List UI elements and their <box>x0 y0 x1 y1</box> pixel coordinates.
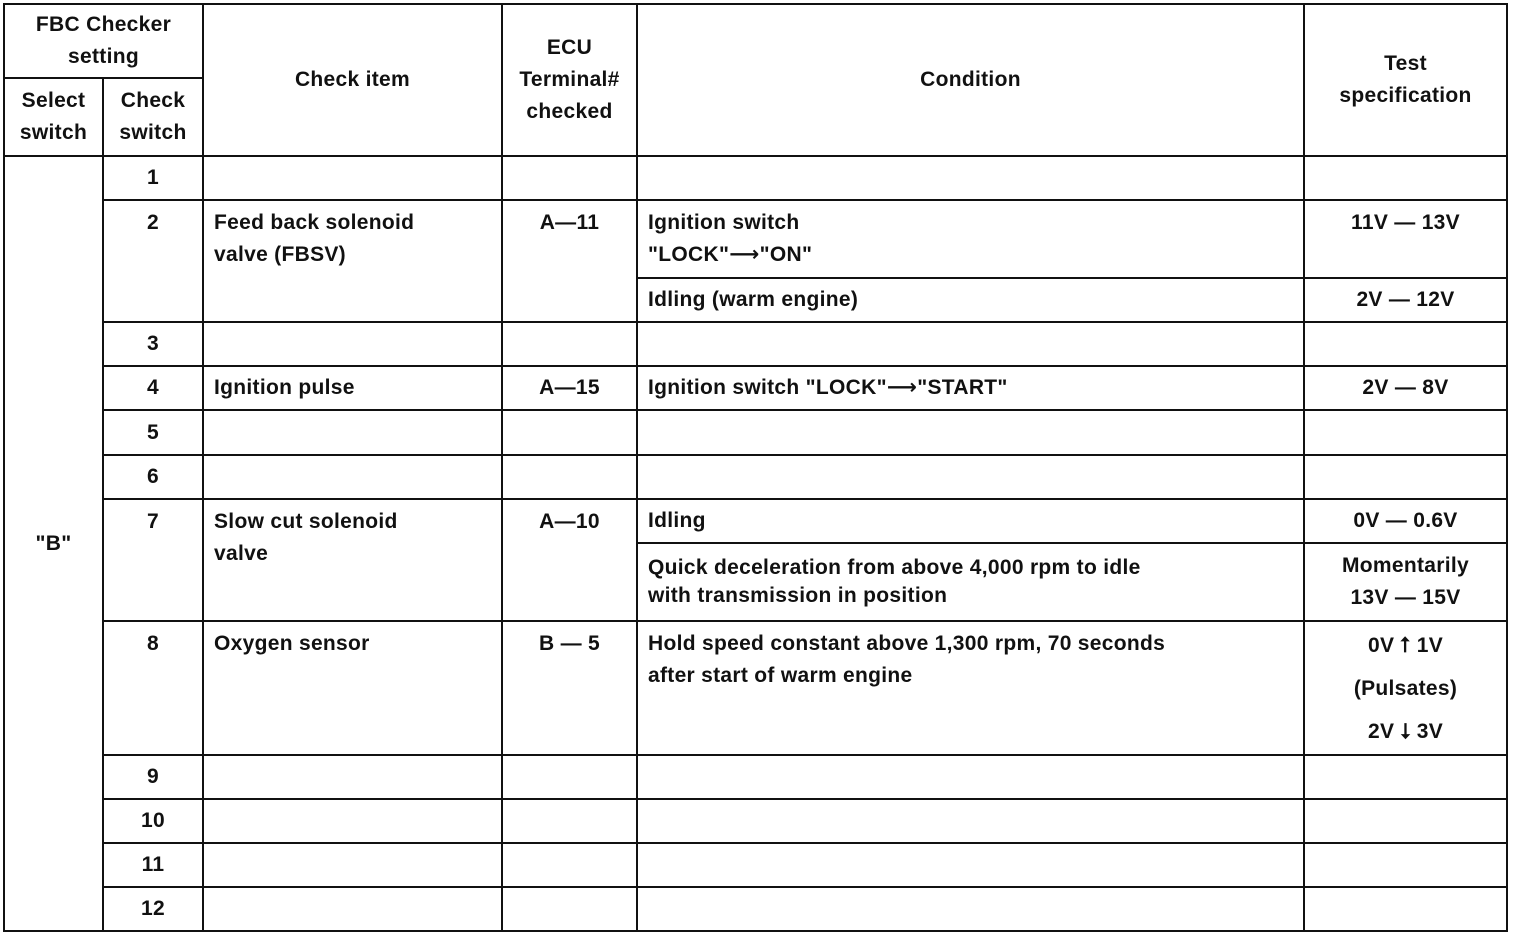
fbc-check-table-container <box>3 3 1508 932</box>
check-switch-number: 2 <box>103 200 203 322</box>
select-switch-value: "B" <box>4 156 103 931</box>
condition-line: Ignition switch <box>648 211 800 234</box>
table-row <box>4 200 1507 278</box>
header-test-specification: Test specification <box>1304 4 1507 156</box>
test-specification: 11V — 13V <box>1304 200 1507 278</box>
condition-line: "LOCK"⟶"ON" <box>648 243 813 266</box>
header-condition: Condition <box>637 4 1304 156</box>
check-switch-number: 5 <box>103 410 203 455</box>
ecu-terminal: A—11 <box>502 200 637 322</box>
table-row <box>4 621 1507 755</box>
empty-cell <box>1304 156 1507 200</box>
spec-line: Momentarily <box>1342 554 1469 577</box>
empty-cell <box>502 843 637 887</box>
test-specification: 0V — 0.6V <box>1304 499 1507 543</box>
header-fbc-checker-setting: FBC Checker setting <box>4 4 203 78</box>
condition <box>637 621 1304 755</box>
empty-cell <box>203 455 502 499</box>
check-switch-number: 6 <box>103 455 203 499</box>
empty-cell <box>502 887 637 931</box>
empty-cell <box>203 322 502 366</box>
ecu-terminal: A—10 <box>502 499 637 621</box>
empty-cell <box>502 322 637 366</box>
header-check-item: Check item <box>203 4 502 156</box>
empty-cell <box>1304 887 1507 931</box>
empty-cell <box>637 887 1304 931</box>
ecu-terminal: B — 5 <box>502 621 637 755</box>
table-row <box>4 322 1507 366</box>
empty-cell <box>1304 799 1507 843</box>
header-check-switch: Check switch <box>103 78 203 156</box>
table-row <box>4 499 1507 543</box>
check-switch-number: 10 <box>103 799 203 843</box>
empty-cell <box>637 410 1304 455</box>
fbc-check-table <box>3 3 1508 932</box>
check-item: Oxygen sensor <box>203 621 502 755</box>
condition: Idling (warm engine) <box>637 278 1304 322</box>
spec-line: (Pulsates) <box>1353 676 1458 700</box>
condition: Idling <box>637 499 1304 543</box>
check-item: Ignition pulse <box>203 366 502 410</box>
empty-cell <box>1304 410 1507 455</box>
empty-cell <box>1304 755 1507 799</box>
check-switch-number: 3 <box>103 322 203 366</box>
empty-cell <box>502 755 637 799</box>
empty-cell <box>637 455 1304 499</box>
test-specification <box>1304 543 1507 621</box>
condition-line: after start of warm engine <box>648 664 913 687</box>
empty-cell <box>1304 455 1507 499</box>
empty-cell <box>637 799 1304 843</box>
empty-cell <box>203 156 502 200</box>
empty-cell <box>502 156 637 200</box>
table-row <box>4 410 1507 455</box>
header-select-switch: Select switch <box>4 78 103 156</box>
empty-cell <box>637 322 1304 366</box>
spec-line: 0V ⭡ 1V <box>1367 633 1443 657</box>
header-ecu-terminal: ECU Terminal# checked <box>502 4 637 156</box>
check-item: Slow cut solenoid valve <box>203 499 502 621</box>
empty-cell <box>1304 843 1507 887</box>
empty-cell <box>1304 322 1507 366</box>
empty-cell <box>203 799 502 843</box>
condition-line: with transmission in position <box>648 584 948 607</box>
table-row <box>4 887 1507 931</box>
check-switch-number: 11 <box>103 843 203 887</box>
empty-cell <box>502 799 637 843</box>
test-specification: 2V — 12V <box>1304 278 1507 322</box>
spec-line: 13V — 15V <box>1350 586 1461 609</box>
empty-cell <box>502 410 637 455</box>
check-switch-number: 4 <box>103 366 203 410</box>
spec-line: 2V ⭣ 3V <box>1367 719 1443 743</box>
condition-line: Hold speed constant above 1,300 rpm, 70 seconds <box>648 632 1166 655</box>
table-row <box>4 366 1507 410</box>
table-row <box>4 843 1507 887</box>
empty-cell <box>637 156 1304 200</box>
table-row <box>4 755 1507 799</box>
check-switch-number: 9 <box>103 755 203 799</box>
table-row <box>4 455 1507 499</box>
test-specification <box>1304 621 1507 755</box>
check-switch-number: 8 <box>103 621 203 755</box>
check-switch-number: 1 <box>103 156 203 200</box>
empty-cell <box>637 755 1304 799</box>
table-row <box>4 799 1507 843</box>
check-switch-number: 12 <box>103 887 203 931</box>
empty-cell <box>203 755 502 799</box>
condition-line: Quick deceleration from above 4,000 rpm to idle <box>648 556 1141 579</box>
empty-cell <box>502 455 637 499</box>
empty-cell <box>203 843 502 887</box>
ecu-terminal: A—15 <box>502 366 637 410</box>
header-row-top <box>4 4 1507 78</box>
condition <box>637 543 1304 621</box>
check-switch-number: 7 <box>103 499 203 621</box>
empty-cell <box>203 410 502 455</box>
test-specification: 2V — 8V <box>1304 366 1507 410</box>
empty-cell <box>637 843 1304 887</box>
condition: Ignition switch "LOCK"⟶"START" <box>637 366 1304 410</box>
check-item: Feed back solenoid valve (FBSV) <box>203 200 502 322</box>
table-row <box>4 156 1507 200</box>
condition <box>637 200 1304 278</box>
empty-cell <box>203 887 502 931</box>
